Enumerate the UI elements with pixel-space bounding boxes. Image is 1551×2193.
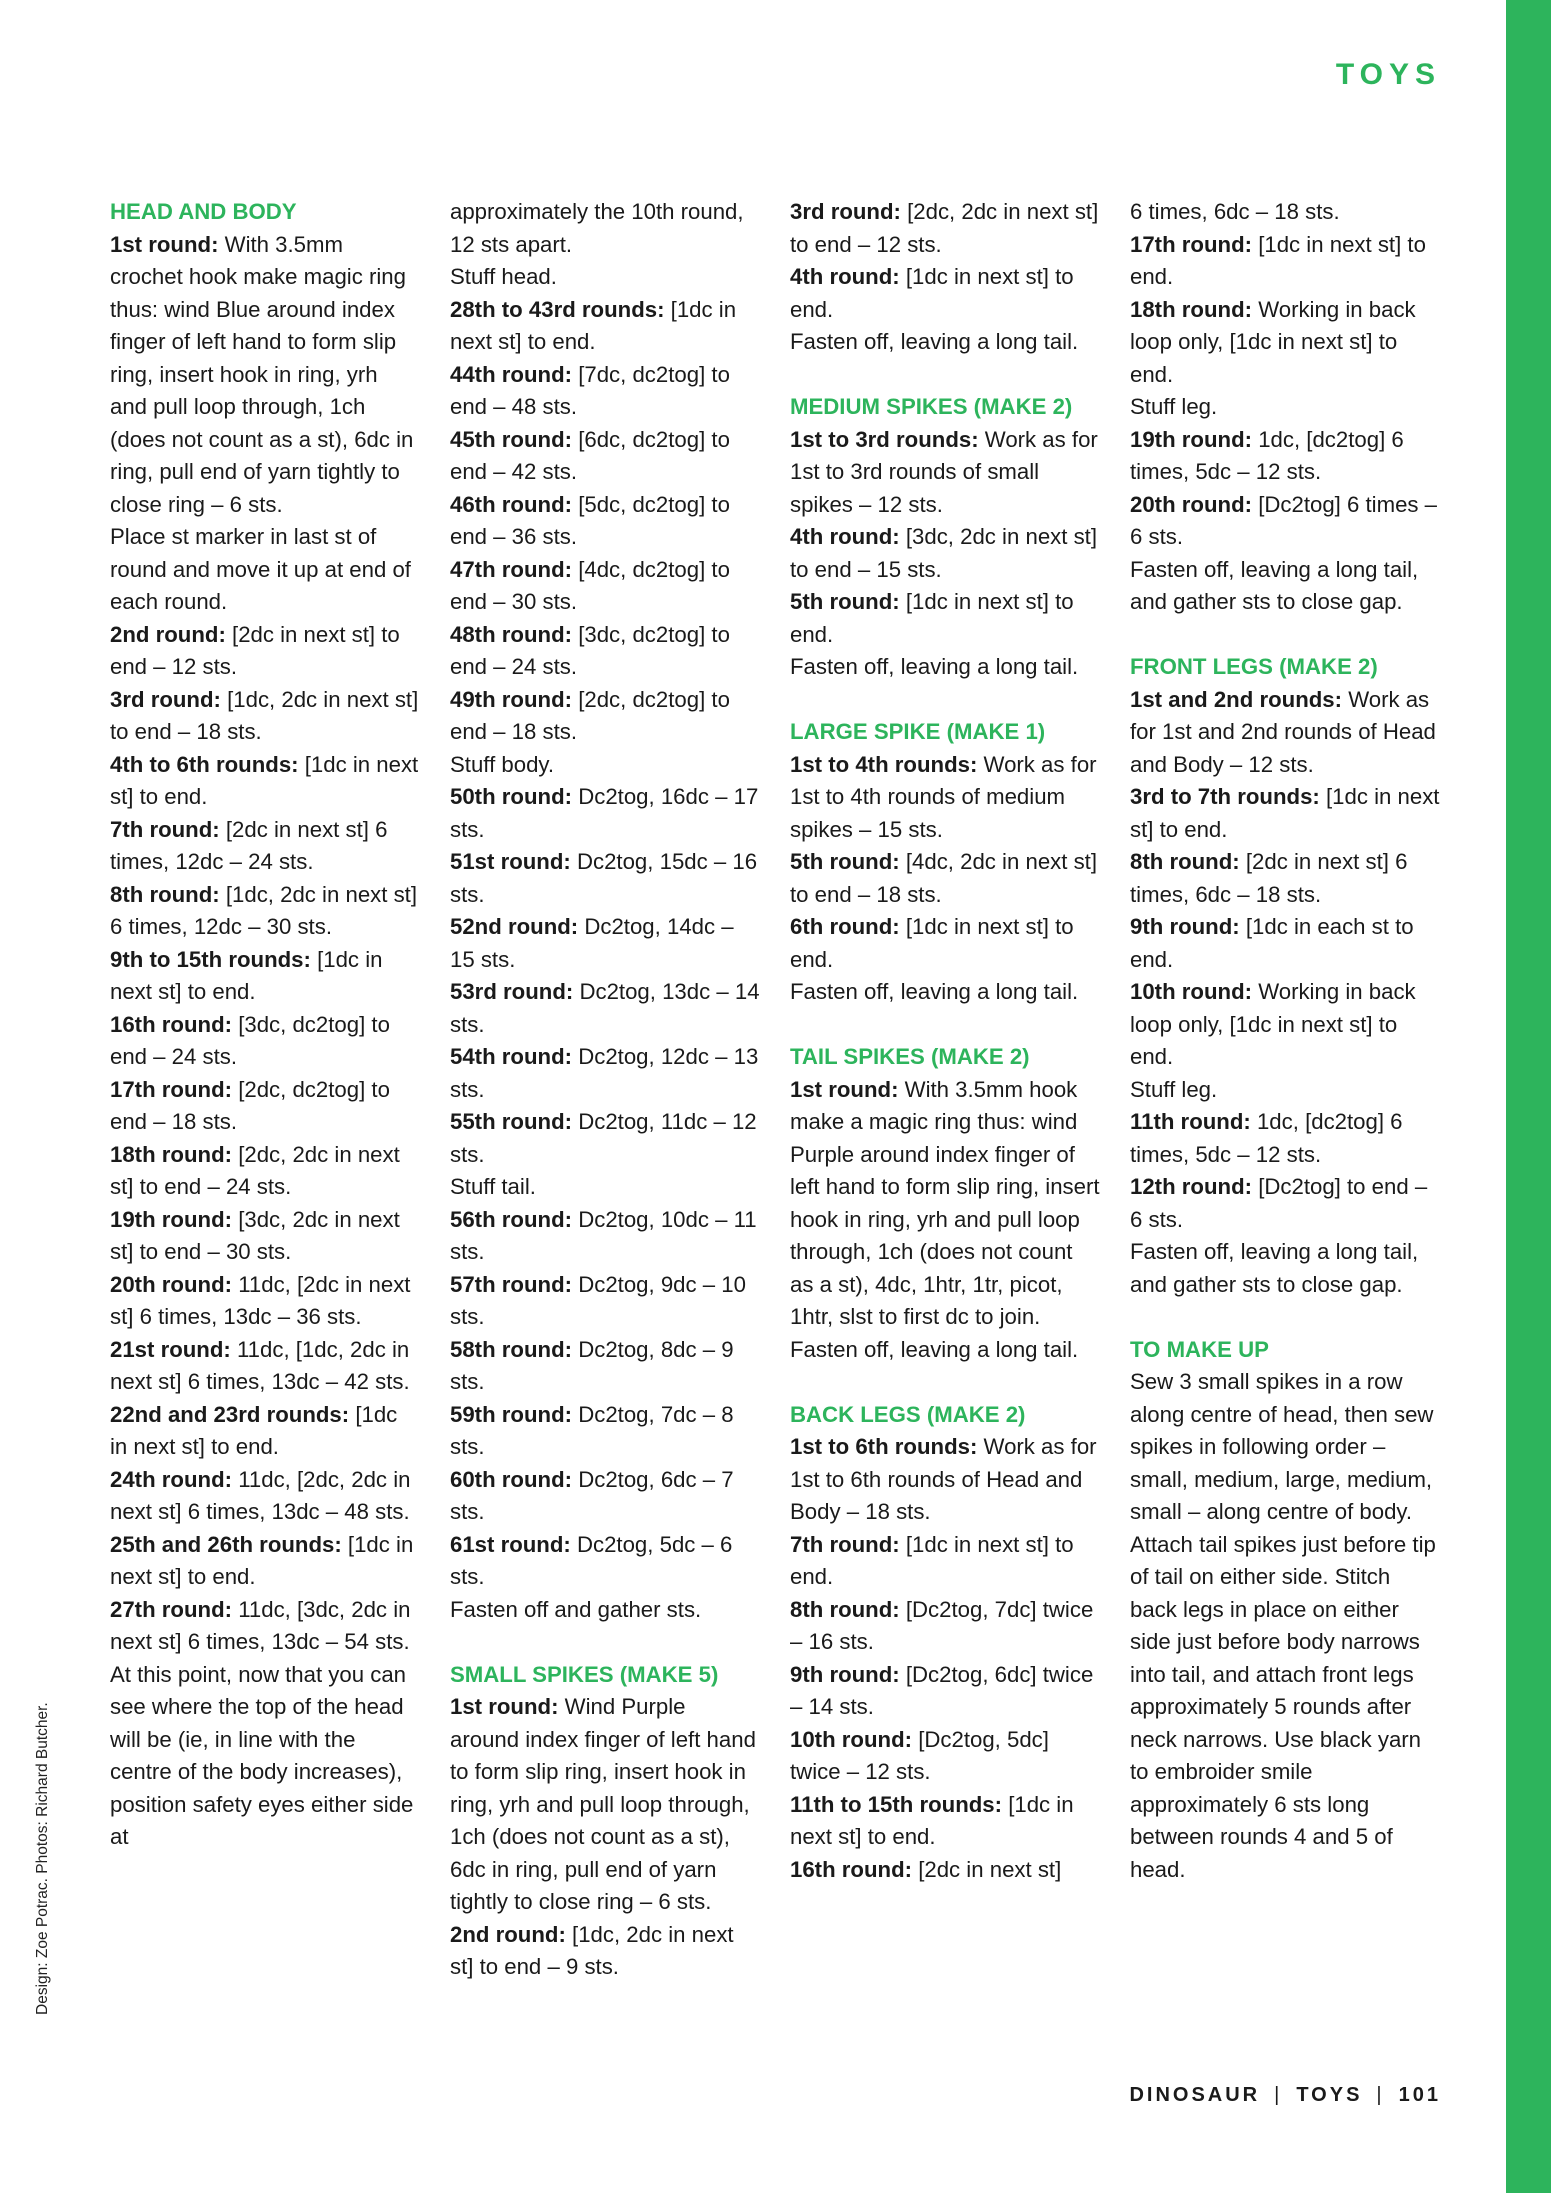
step-label: 8th round:	[790, 1596, 900, 1622]
step-label: 3rd round:	[110, 686, 221, 712]
step-text: [2dc in next st]	[912, 1856, 1062, 1882]
step-label: 18th round:	[110, 1141, 233, 1167]
step-label: 1st to 4th rounds:	[790, 751, 978, 777]
instruction-step	[1130, 489, 1440, 554]
instruction-step	[450, 359, 760, 424]
step-text: [Dc2tog] to end – 6 sts.	[1130, 1174, 1428, 1232]
section-label: TOYS	[1335, 58, 1441, 91]
step-text: [1dc in next st] to end.	[110, 946, 383, 1004]
instruction-step	[110, 1464, 420, 1529]
step-label: 50th round:	[450, 784, 573, 809]
step-text: [6dc, dc2tog] to end – 42 sts.	[450, 426, 730, 484]
step-label: 11th to 15th rounds:	[790, 1791, 1003, 1817]
instruction-step	[450, 619, 760, 684]
instruction-step	[110, 1594, 420, 1659]
step-label: 17th round:	[1130, 231, 1253, 257]
instruction-step	[450, 846, 760, 911]
step-text: [1dc in next st] to end.	[790, 264, 1074, 322]
step-label: 2nd round:	[110, 621, 226, 647]
step-text: [5dc, dc2tog] to end – 36 sts.	[450, 491, 730, 549]
instruction-text: Fasten off, leaving a long tail.	[790, 979, 1079, 1004]
step-label: 1st round:	[110, 231, 219, 257]
instruction-step	[790, 911, 1100, 976]
instruction-step	[110, 684, 420, 749]
photo-credit: Design: Zoe Potrac. Photos: Richard Butcher.	[34, 1702, 51, 2015]
instruction-step	[1130, 976, 1440, 1074]
step-text: [Dc2tog, 7dc] twice – 16 sts.	[790, 1596, 1094, 1654]
step-label: 16th round:	[110, 1011, 233, 1037]
step-label: 25th and 26th rounds:	[110, 1531, 342, 1557]
step-label: 9th to 15th rounds:	[110, 946, 311, 972]
step-text: 11dc, [3dc, 2dc in next st] 6 times, 13dc – 54 sts.	[110, 1596, 411, 1654]
step-label: 3rd round:	[790, 199, 901, 224]
step-label: 12th round:	[1130, 1174, 1253, 1199]
step-text: [3dc, 2dc in next st] to end – 15 sts.	[790, 524, 1098, 582]
step-label: 5th round:	[790, 589, 900, 614]
step-label: 51st round:	[450, 849, 571, 874]
step-text: [1dc in next st] to end.	[110, 751, 419, 809]
step-label: 1st to 6th rounds:	[790, 1434, 978, 1459]
step-label: 18th round:	[1130, 296, 1253, 322]
step-text: Wind Purple around index finger of left hand to form slip ring, insert hook in ring, yrh and pull loop through, 1ch (does not count as a st), 6dc in ring, pull end of yarn tightly to close ring – 6 sts.	[450, 1694, 756, 1914]
step-text: [2dc, 2dc in next st] to end – 12 sts.	[790, 199, 1099, 257]
footer-separator: |	[1274, 2084, 1283, 2106]
step-text: [1dc, 2dc in next st] to end – 18 sts.	[110, 686, 419, 744]
instruction-step	[1130, 229, 1440, 294]
instruction-step	[450, 781, 760, 846]
step-text: 1dc, [dc2tog] 6 times, 5dc – 12 sts.	[1130, 1109, 1403, 1167]
step-text: Work as for 1st to 3rd rounds of small spikes – 12 sts.	[790, 426, 1098, 517]
step-text: Dc2tog, 13dc – 14 sts.	[450, 979, 760, 1037]
step-text: Dc2tog, 10dc – 11 sts.	[450, 1206, 757, 1264]
instruction-step	[1130, 424, 1440, 489]
footer-section: TOYS	[1296, 2084, 1363, 2106]
step-label: 28th to 43rd rounds:	[450, 296, 665, 322]
step-label: 22nd and 23rd rounds:	[110, 1401, 350, 1427]
step-text: Dc2tog, 5dc – 6 sts.	[450, 1531, 733, 1589]
instruction-step	[450, 1691, 760, 1919]
step-label: 54th round:	[450, 1044, 573, 1069]
step-text: Work as for 1st to 4th rounds of medium spikes – 15 sts.	[790, 751, 1097, 842]
footer-separator: |	[1376, 2084, 1385, 2106]
instruction-step	[110, 1009, 420, 1074]
instruction-step	[110, 1074, 420, 1139]
step-label: 19th round:	[1130, 426, 1253, 452]
step-text: [7dc, dc2tog] to end – 48 sts.	[450, 361, 730, 419]
instruction-text: Stuff tail.	[450, 1174, 536, 1199]
step-label: 56th round:	[450, 1206, 573, 1232]
step-label: 5th round:	[790, 849, 900, 874]
step-label: 1st to 3rd rounds:	[790, 426, 979, 452]
instruction-step	[450, 1529, 760, 1594]
instruction-step	[110, 944, 420, 1009]
instruction-step	[110, 814, 420, 879]
step-text: [4dc, dc2tog] to end – 30 sts.	[450, 556, 730, 614]
instruction-step	[790, 1594, 1100, 1659]
step-label: 48th round:	[450, 621, 573, 647]
step-label: 1st round:	[790, 1076, 899, 1102]
instruction-step	[110, 1269, 420, 1334]
instruction-step	[1130, 1171, 1440, 1236]
step-text: [1dc in next st] to end.	[790, 914, 1074, 972]
step-label: 47th round:	[450, 556, 573, 582]
instruction-text: Fasten off, leaving a long tail.	[790, 654, 1079, 679]
section-heading: LARGE SPIKE (MAKE 1)	[790, 719, 1046, 744]
instruction-step	[450, 1464, 760, 1529]
instruction-step	[790, 196, 1100, 261]
step-label: 8th round:	[110, 881, 220, 907]
instruction-step	[790, 749, 1100, 847]
step-text: [2dc in next st] 6 times, 6dc – 18 sts.	[1130, 849, 1408, 907]
footer-pattern-name: DINOSAUR	[1129, 2084, 1261, 2106]
step-label: 6th round:	[790, 914, 900, 939]
instruction-step	[110, 1139, 420, 1204]
instruction-text: approximately the 10th round, 12 sts apart.	[450, 199, 744, 257]
instruction-step	[790, 1659, 1100, 1724]
step-text: Dc2tog, 7dc – 8 sts.	[450, 1401, 734, 1459]
step-text: [1dc in next st] to end.	[110, 1531, 414, 1589]
instruction-step	[450, 1399, 760, 1464]
step-label: 46th round:	[450, 491, 573, 517]
section-heading: SMALL SPIKES (MAKE 5)	[450, 1661, 719, 1687]
step-text: Dc2tog, 12dc – 13 sts.	[450, 1044, 759, 1102]
step-label: 4th round:	[790, 524, 900, 549]
step-text: [2dc in next st] 6 times, 12dc – 24 sts.	[110, 816, 388, 874]
step-label: 1st and 2nd rounds:	[1130, 686, 1343, 712]
instruction-step	[450, 424, 760, 489]
column-1	[110, 196, 420, 1854]
step-label: 11th round:	[1130, 1109, 1251, 1134]
instruction-step	[450, 1041, 760, 1106]
column-4	[1130, 196, 1440, 1886]
instruction-step	[1130, 294, 1440, 392]
instruction-step	[110, 749, 420, 814]
step-text: [1dc, 2dc in next st] to end – 9 sts.	[450, 1921, 734, 1979]
step-text: [3dc, dc2tog] to end – 24 sts.	[110, 1011, 390, 1069]
step-text: Dc2tog, 16dc – 17 sts.	[450, 784, 759, 842]
step-label: 4th round:	[790, 264, 900, 289]
step-text: [1dc in next st] to end.	[110, 1401, 398, 1459]
instruction-step	[450, 1269, 760, 1334]
step-label: 20th round:	[1130, 491, 1253, 517]
instruction-text: Fasten off, leaving a long tail, and gather sts to close gap.	[1130, 1239, 1419, 1297]
step-label: 61st round:	[450, 1531, 571, 1557]
instruction-step	[110, 1204, 420, 1269]
instruction-text: Stuff body.	[450, 751, 555, 777]
step-text: [1dc in next st] to end.	[1130, 784, 1440, 842]
column-2	[450, 196, 760, 1984]
step-text: [1dc in next st] to end.	[450, 296, 737, 354]
step-label: 53rd round:	[450, 979, 574, 1004]
step-label: 16th round:	[790, 1856, 913, 1882]
section-heading: HEAD AND BODY	[110, 199, 297, 224]
page-number: 101	[1398, 2084, 1441, 2106]
step-text: [1dc in each st to end.	[1130, 914, 1414, 972]
instruction-step	[110, 1399, 420, 1464]
step-label: 27th round:	[110, 1596, 233, 1622]
step-label: 8th round:	[1130, 849, 1240, 874]
instruction-step	[1130, 911, 1440, 976]
step-label: 57th round:	[450, 1271, 573, 1297]
step-text: [2dc, dc2tog] to end – 18 sts.	[450, 686, 730, 744]
instruction-step	[110, 619, 420, 684]
step-label: 7th round:	[110, 816, 220, 842]
side-accent-bar	[1506, 0, 1551, 2193]
instruction-step	[110, 879, 420, 944]
instruction-step	[790, 1724, 1100, 1789]
instruction-step	[790, 424, 1100, 522]
step-text: [2dc in next st] to end – 12 sts.	[110, 621, 400, 679]
instruction-step	[1130, 1106, 1440, 1171]
step-text: [Dc2tog, 6dc] twice – 14 sts.	[790, 1661, 1094, 1719]
instruction-step	[1130, 684, 1440, 782]
step-label: 7th round:	[790, 1531, 900, 1557]
step-label: 20th round:	[110, 1271, 233, 1297]
instruction-step	[790, 1431, 1100, 1529]
instruction-step	[790, 1789, 1100, 1854]
instruction-step	[1130, 846, 1440, 911]
step-label: 24th round:	[110, 1466, 233, 1492]
instruction-step	[110, 1334, 420, 1399]
step-text: [4dc, 2dc in next st] to end – 18 sts.	[790, 849, 1098, 907]
step-label: 55th round:	[450, 1109, 573, 1134]
step-text: Dc2tog, 8dc – 9 sts.	[450, 1336, 734, 1394]
step-text: [Dc2tog] 6 times – 6 sts.	[1130, 491, 1438, 549]
step-text: [1dc in next st] to end.	[1130, 231, 1426, 289]
instruction-text: Stuff leg.	[1130, 394, 1218, 419]
step-text: Dc2tog, 15dc – 16 sts.	[450, 849, 758, 907]
instruction-step	[450, 1919, 760, 1984]
instruction-step	[450, 976, 760, 1041]
step-label: 3rd to 7th rounds:	[1130, 784, 1320, 809]
step-text: Dc2tog, 14dc – 15 sts.	[450, 914, 734, 972]
instruction-step	[450, 684, 760, 749]
instruction-step	[450, 1334, 760, 1399]
step-text: [1dc in next st] to end.	[790, 1791, 1074, 1849]
instruction-step	[450, 1106, 760, 1171]
step-text: [Dc2tog, 5dc] twice – 12 sts.	[790, 1726, 1049, 1784]
step-text: Dc2tog, 11dc – 12 sts.	[450, 1109, 757, 1167]
step-label: 1st round:	[450, 1694, 559, 1719]
instruction-step	[450, 294, 760, 359]
step-label: 17th round:	[110, 1076, 233, 1102]
step-text: 1dc, [dc2tog] 6 times, 5dc – 12 sts.	[1130, 426, 1404, 484]
step-label: 60th round:	[450, 1466, 573, 1492]
instruction-step	[790, 846, 1100, 911]
step-label: 52nd round:	[450, 914, 579, 939]
instruction-step	[1130, 781, 1440, 846]
step-text: Work as for 1st and 2nd rounds of Head and Body – 12 sts.	[1130, 686, 1436, 777]
page-footer	[1129, 2084, 1441, 2107]
instruction-step	[790, 521, 1100, 586]
step-text: [1dc, 2dc in next st] 6 times, 12dc – 30 sts.	[110, 881, 418, 939]
instruction-step	[790, 261, 1100, 326]
step-text: Dc2tog, 9dc – 10 sts.	[450, 1271, 746, 1329]
step-label: 2nd round:	[450, 1921, 566, 1947]
step-text: [1dc in next st] to end.	[790, 1531, 1074, 1589]
step-text: With 3.5mm crochet hook make magic ring thus: wind Blue around index finger of left hand to form slip ring, insert hook in ring, yrh and pull loop through, 1ch (does not count as a st), 6dc in ring, pull end of yarn tightly to close ring – 6 sts.	[110, 231, 414, 517]
step-label: 58th round:	[450, 1336, 573, 1362]
instruction-step	[450, 554, 760, 619]
instruction-step	[790, 1854, 1100, 1887]
instruction-text: 6 times, 6dc – 18 sts.	[1130, 199, 1340, 224]
step-text: Working in back loop only, [1dc in next st] to end.	[1130, 296, 1416, 387]
step-label: 10th round:	[790, 1726, 913, 1752]
instruction-step	[110, 229, 420, 522]
instruction-text: Sew 3 small spikes in a row along centre of head, then sew spikes in following order – small, medium, large, medium, small – along centre of body. Attach tail spikes just before tip of tail on either side. Stitch back legs in place on either side just before body narrows into tail, and attach front legs approximately 5 rounds after neck narrows. Use black yarn to embroider smile approximately 6 sts long between rounds 4 and 5 of head.	[1130, 1369, 1436, 1882]
instruction-step	[450, 911, 760, 976]
step-text: [3dc, 2dc in next st] to end – 30 sts.	[110, 1206, 400, 1264]
step-text: [1dc in next st] to end.	[790, 589, 1074, 647]
instruction-text: Fasten off, leaving a long tail, and gather sts to close gap.	[1130, 556, 1419, 614]
step-text: Work as for 1st to 6th rounds of Head and Body – 18 sts.	[790, 1434, 1097, 1524]
instruction-step	[450, 489, 760, 554]
section-heading: FRONT LEGS (MAKE 2)	[1130, 654, 1378, 679]
instruction-text: Stuff head.	[450, 264, 557, 289]
step-text: Working in back loop only, [1dc in next st] to end.	[1130, 979, 1416, 1069]
step-label: 9th round:	[1130, 914, 1240, 939]
step-label: 49th round:	[450, 686, 573, 712]
step-label: 9th round:	[790, 1661, 900, 1687]
step-label: 19th round:	[110, 1206, 233, 1232]
step-text: 11dc, [1dc, 2dc in next st] 6 times, 13dc – 42 sts.	[110, 1336, 410, 1394]
step-label: 45th round:	[450, 426, 573, 452]
step-text: [3dc, dc2tog] to end – 24 sts.	[450, 621, 730, 679]
section-heading: TAIL SPIKES (MAKE 2)	[790, 1044, 1030, 1069]
instruction-step	[110, 1529, 420, 1594]
instruction-text: Stuff leg.	[1130, 1076, 1218, 1102]
step-text: With 3.5mm hook make a magic ring thus: wind Purple around index finger of left hand to form slip ring, insert hook in ring, yrh and pull loop through, 1ch (does not count as a st), 4dc, 1htr, 1tr, picot, 1htr, slst to first dc to join. Fasten off, leaving a long tail.	[790, 1076, 1100, 1362]
instruction-step	[450, 1204, 760, 1269]
step-text: 11dc, [2dc in next st] 6 times, 13dc – 36 sts.	[110, 1271, 411, 1329]
step-label: 4th to 6th rounds:	[110, 751, 299, 777]
section-heading: BACK LEGS (MAKE 2)	[790, 1401, 1026, 1427]
step-text: 11dc, [2dc, 2dc in next st] 6 times, 13dc – 48 sts.	[110, 1466, 411, 1524]
instruction-text: At this point, now that you can see where the top of the head will be (ie, in line with the centre of the body increases), position safety eyes either side at	[110, 1661, 414, 1849]
step-label: 44th round:	[450, 361, 573, 387]
section-heading: MEDIUM SPIKES (MAKE 2)	[790, 394, 1073, 419]
step-label: 21st round:	[110, 1336, 231, 1362]
column-3	[790, 196, 1100, 1886]
instruction-text: Place st marker in last st of round and move it up at end of each round.	[110, 524, 411, 614]
instruction-step	[790, 1529, 1100, 1594]
step-text: Dc2tog, 6dc – 7 sts.	[450, 1466, 734, 1524]
instruction-step	[790, 1074, 1100, 1367]
step-text: [2dc, 2dc in next st] to end – 24 sts.	[110, 1141, 400, 1199]
step-text: [2dc, dc2tog] to end – 18 sts.	[110, 1076, 390, 1134]
section-heading: TO MAKE UP	[1130, 1336, 1269, 1362]
instruction-text: Fasten off, leaving a long tail.	[790, 329, 1079, 354]
instruction-step	[790, 586, 1100, 651]
step-label: 59th round:	[450, 1401, 573, 1427]
step-label: 10th round:	[1130, 979, 1253, 1004]
instruction-text: Fasten off and gather sts.	[450, 1596, 702, 1622]
